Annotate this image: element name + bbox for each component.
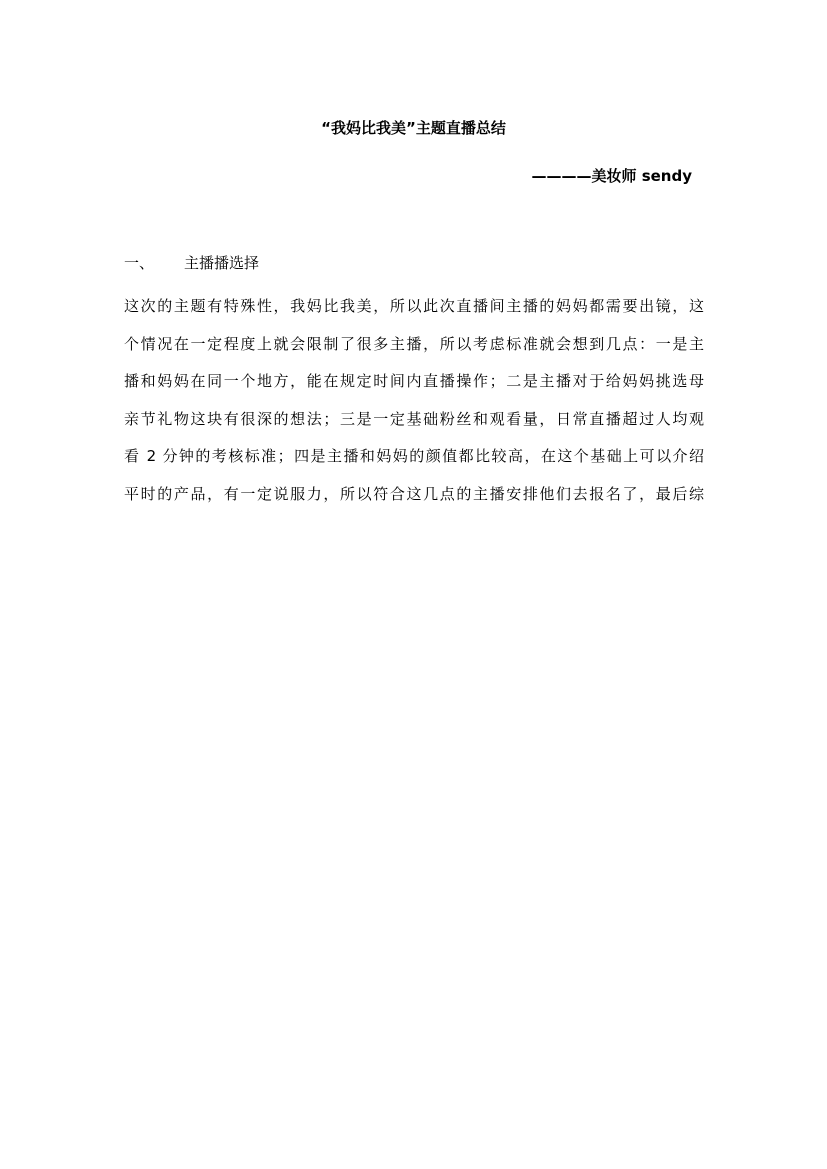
paragraph-line: 这次的主题有特殊性，我妈比我美，所以此次直播间主播的妈妈都需要出镜，这 <box>124 297 704 315</box>
body-paragraph <box>124 288 704 513</box>
paragraph-line: 播和妈妈在同一个地方，能在规定时间内直播操作；二是主播对于给妈妈挑选母 <box>124 372 704 390</box>
section-number: 一、 <box>124 254 155 272</box>
paragraph-line: 平时的产品，有一定说服力，所以符合这几点的主播安排他们去报名了，最后综 <box>124 484 704 503</box>
section-title: 主播播选择 <box>184 254 260 272</box>
document-title: “我妈比我美”主题直播总结 <box>321 119 506 137</box>
paragraph-line: 个情况在一定程度上就会限制了很多主播，所以考虑标准就会想到几点：一是主 <box>124 334 704 353</box>
author-signature: ————美妆师 sendy <box>531 167 692 185</box>
paragraph-line: 看 2 分钟的考核标准；四是主播和妈妈的颜值都比较高，在这个基础上可以介绍 <box>124 447 704 465</box>
paragraph-line: 亲节礼物这块有很深的想法；三是一定基础粉丝和观看量，日常直播超过人均观 <box>124 409 704 428</box>
section-heading <box>124 253 259 273</box>
